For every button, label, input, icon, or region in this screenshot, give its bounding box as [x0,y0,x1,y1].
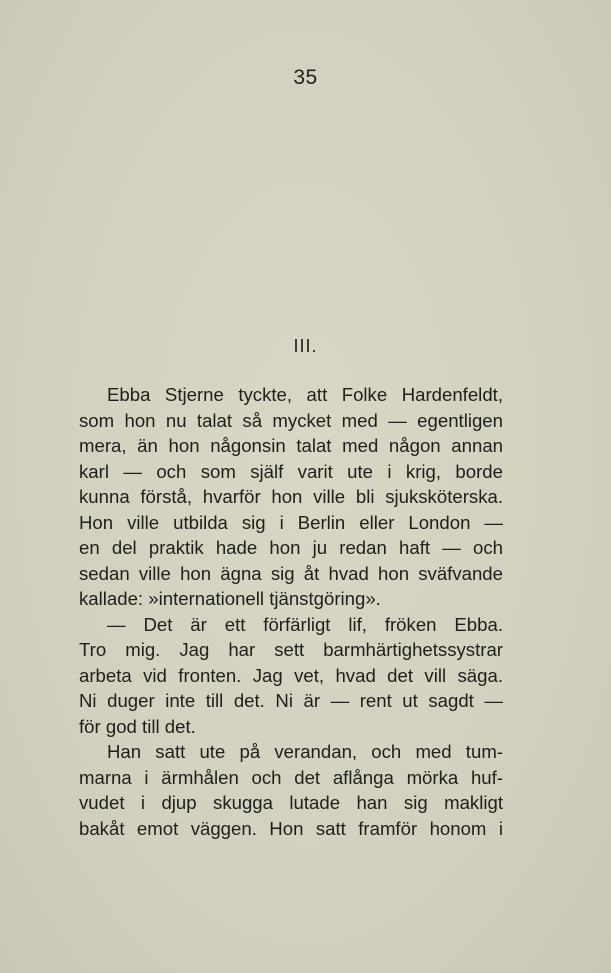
text-line: — Det är ett förfärligt lif, fröken Ebba. [107,613,503,635]
text-line: en del praktik hade hon ju redan haft — och [79,537,503,558]
text-line: mera, än hon någonsin talat med någon annan [79,435,503,456]
text-line: Han satt ute på verandan, och med tum- [107,741,503,762]
text-line: kallade: »internationell tjänstgöring». [79,588,381,609]
body-text [79,382,503,841]
text-line: för god till det. [79,715,196,737]
text-line: arbeta vid fronten. Jag vet, hvad det vill säga. [79,664,503,686]
text-line: marna i ärmhålen och det aflånga mörka huf- [79,766,503,788]
text-line: Tro mig. Jag har sett barmhärtighetssystrar [79,639,503,660]
text-line: Ni duger inte till det. Ni är — rent ut sagdt — [79,690,503,711]
text-line: vudet i djup skugga lutade han sig makligt [79,792,503,813]
chapter-heading: III. [293,336,318,356]
text-line: Hon ville utbilda sig i Berlin eller London — [79,511,503,533]
text-line: Ebba Stjerne tyckte, att Folke Hardenfeldt, [107,384,503,405]
text-line: kunna förstå, hvarför hon ville bli sjuksköterska. [79,486,503,507]
text-line: sedan ville hon ägna sig åt hvad hon sväfvande [79,562,503,584]
page-number: 35 [293,66,318,89]
text-line: som hon nu talat så mycket med — egentligen [79,409,503,431]
text-line: bakåt emot väggen. Hon satt framför honom i [79,817,503,839]
text-line: karl — och som själf varit ute i krig, borde [79,460,503,482]
